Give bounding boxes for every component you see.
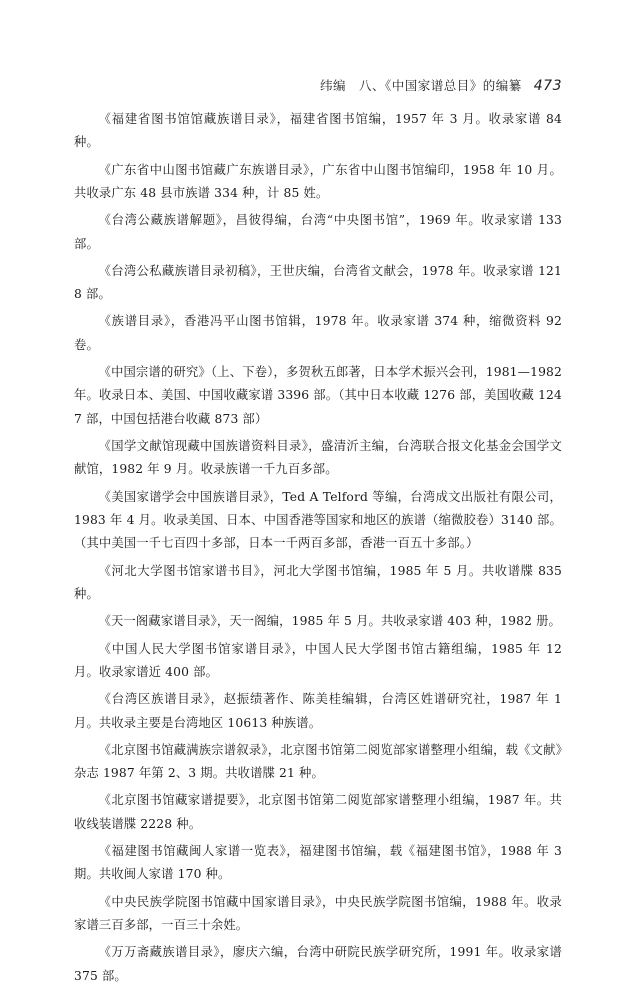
bibliography-entry: 《国学文献馆现藏中国族谱资料目录》，盛清沂主编，台湾联合报文化基金会国学文献馆，1982 年 9 月。收录族谱一千九百多部。 [74, 439, 562, 477]
bibliography-entry: 《台湾公私藏族谱目录初稿》，王世庆编，台湾省文献会，1978 年。收录家谱 1218 部。 [74, 263, 562, 302]
bibliography-entry: 《北京图书馆藏家谱提要》，北京图书馆第二阅览部家谱整理小组编，1987 年。共收线装谱牒 2228 种。 [74, 793, 562, 831]
page-number: 473 [533, 78, 562, 94]
bibliography-entry: 《福建图书馆藏闽人家谱一览表》，福建图书馆编，载《福建图书馆》，1988 年 3 期。共收闽人家谱 170 种。 [74, 843, 562, 882]
bibliography-entry: 《北京图书馆藏满族宗谱叙录》，北京图书馆第二阅览部家谱整理小组编，载《文献》杂志 1987 年第 2、3 期。共收谱牒 21 种。 [74, 742, 562, 781]
bibliography-entry: 《台湾公藏族谱解题》，昌彼得编，台湾“中央图书馆”，1969 年。收录家谱 133 部。 [74, 213, 562, 251]
bibliography-entry: 《福建省图书馆馆藏族谱目录》，福建省图书馆编，1957 年 3 月。收录家谱 84 种。 [74, 112, 562, 150]
bibliography-entry: 《美国家谱学会中国族谱目录》，Ted A Telford 等编，台湾成文出版社有限公司，1983 年 4 月。收录美国、日本、中国香港等国家和地区的族谱（缩微胶卷）3140 部。（其中美国一千七百四十多部，日本一千两百多部，香港一百五十多部。） [74, 489, 562, 551]
running-head-title: 纬编 八、《中国家谱总目》的编纂 [320, 78, 522, 93]
bibliography-entry: 《天一阁藏家谱目录》，天一阁编，1985 年 5 月。共收录家谱 403 种，1982 册。 [98, 614, 561, 629]
bibliography-entry: 《广东省中山图书馆藏广东族谱目录》，广东省中山图书馆编印，1958 年 10 月。共收录广东 48 县市族谱 334 种，计 85 姓。 [74, 162, 562, 201]
bibliography-entry: 《河北大学图书馆家谱书目》，河北大学图书馆编，1985 年 5 月。共收谱牒 835 种。 [74, 563, 562, 602]
bibliography-entry: 《中国人民大学图书馆家谱目录》，中国人民大学图书馆古籍组编，1985 年 12 月。收录家谱近 400 部。 [74, 641, 562, 679]
running-head [320, 76, 562, 94]
bibliography-entry: 《族谱目录》，香港冯平山图书馆辑，1978 年。收录家谱 374 种，缩微资料 92 卷。 [74, 314, 562, 352]
bibliography-entry: 《万万斋藏族谱目录》，廖庆六编，台湾中研院民族学研究所，1991 年。收录家谱 375 部。 [74, 945, 562, 983]
bibliography-entry: 《中国宗谱的研究》（上、下卷），多贺秋五郎著，日本学术振兴会刊，1981—1982 年。收录日本、美国、中国收藏家谱 3396 部。（其中日本收藏 1276 部，美国收藏 1247 部，中国包括港台收藏 873 部） [74, 365, 562, 426]
bibliography-entry: 《台湾区族谱目录》，赵振绩著作、陈美桂编辑，台湾区姓谱研究社，1987 年 1 月。共收录主要是台湾地区 10613 种族谱。 [74, 692, 562, 730]
bibliography-entry: 《中央民族学院图书馆藏中国家谱目录》，中央民族学院图书馆编，1988 年。收录家谱三百多部，一百三十余姓。 [74, 894, 562, 932]
body-text [74, 108, 562, 992]
